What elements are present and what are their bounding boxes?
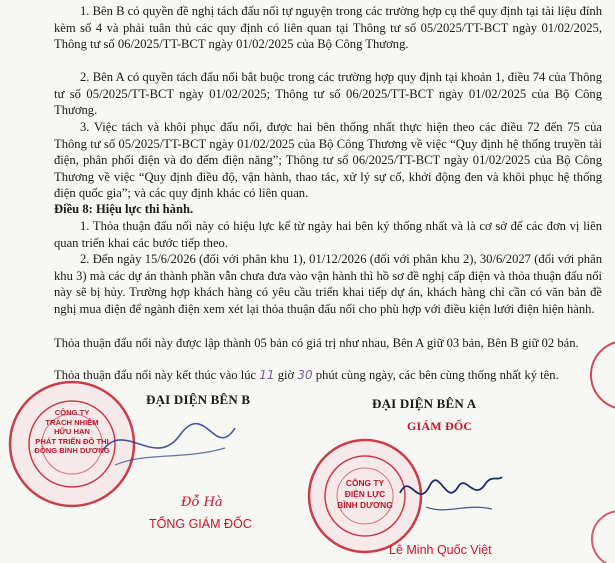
stamp-line: CÔNG TY: [54, 408, 90, 417]
stamp-line: BÌNH DƯƠNG: [337, 500, 393, 510]
party-b-signature-scribble: [95, 410, 245, 480]
closing-text-2: giờ: [274, 368, 298, 382]
clause-7-item-3: 3. Việc tách và khôi phục đấu nối, được hai bên thống nhất thực hiện theo các điều 72 đến 75 của Thông tư số 05/2025/TT-BCT ngày 01/02/2025 của Bộ Công Thương về việc “Quy định hệ thống truyền tải điện, phân phối điện và đo đếm điện năng”; Thông tư số 06/2025/TT-BCT ngày 01/02/2025 của Bộ Công Thương về việc “Quy định điều độ, vận hành, thao tác, xử lý sự cố, khởi động đen và khôi phục hệ thống điện quốc gia”; và các quy định khác có liên quan.: [54, 120, 602, 201]
stamp-line: ĐỒNG BÌNH DƯƠNG: [34, 446, 110, 456]
clause-8-item-1: 1. Thỏa thuận đấu nối này có hiệu lực kể từ ngày hai bên ký thống nhất và là cơ sở để các đơn vị liên quan triển khai các bước tiếp theo.: [54, 219, 602, 250]
party-b-signature: Đỗ Hà: [181, 495, 223, 510]
party-b-role: TỔNG GIÁM ĐỐC: [149, 517, 252, 531]
copies-statement: Thỏa thuận đấu nối này được lập thành 05 bản có giá trị như nhau, Bên A giữ 03 bản, Bên B giữ 02 bản.: [54, 336, 579, 350]
party-b-title: ĐẠI DIỆN BÊN B: [146, 392, 251, 407]
article-8-heading: Điều 8: Hiệu lực thi hành.: [54, 202, 194, 216]
stamp-line: ĐIỆN LỰC: [344, 489, 386, 499]
closing-hour: 11: [259, 368, 275, 382]
party-a-signer-name: Lê Minh Quốc Việt: [389, 543, 492, 557]
clause-8-item-2: 2. Đến ngày 15/6/2026 (đối với phân khu 1), 01/12/2026 (đối với phân khu 2), 30/6/2027 (đối với phân khu 3) mà các dự án thành phần vẫn chưa đưa vào vận hành thì hồ sơ đề nghị cấp điện và thỏa thuận đấu nối này sẽ bị hủy. Trường hợp khách hàng có yêu cầu triển khai tiếp dự án, khách hàng chỉ cần có văn bản đề nghị mua điện để ngành điện xem xét lại thỏa thuận đấu nối cho phù hợp với điều kiện lưới điện hiện hành.: [54, 252, 602, 316]
stamp-line: HỮU HẠN: [54, 427, 90, 437]
closing-statement: [54, 367, 614, 384]
closing-text-3: phút cùng ngày, các bên cùng thống nhất ký tên.: [312, 368, 559, 382]
closing-minute: 30: [297, 368, 313, 382]
closing-text-1: Thỏa thuận đấu nối này kết thúc vào lúc: [54, 368, 260, 382]
stamp-line: TRÁCH NHIỆM: [45, 417, 99, 427]
stamp-line: CÔNG TY: [345, 478, 385, 488]
party-a-signature-scribble: [396, 463, 506, 523]
right-edge-stamp-fragment: [585, 340, 615, 410]
clause-7-item-2: 2. Bên A có quyền tách đấu nối bắt buộc trong các trường hợp quy định tại khoản 1, điều 74 của Thông tư số 05/2025/TT-BCT ngày 01/02/2025; Thông tư số 06/2025/TT-BCT ngày 01/02/2025 của Bộ Công Thương.: [54, 70, 602, 118]
party-a-title: ĐẠI DIỆN BÊN A: [372, 396, 477, 411]
stamp-line: PHÁT TRIỂN ĐÔ THỊ: [35, 436, 109, 446]
right-edge-stamp-fragment-2: [590, 505, 615, 563]
party-a-role: GIÁM ĐỐC: [407, 419, 473, 433]
clause-7-item-1: 1. Bên B có quyền đề nghị tách đấu nối tự nguyện trong các trường hợp cụ thể quy định tại tài liệu đính kèm số 4 và phải tuân thủ các quy định có liên quan tại Thông tư số 05/2025/TT-BCT ngày 01/02/2025, Thông tư số 06/2025/TT-BCT ngày 01/02/2025 của Bộ Công Thương.: [54, 4, 602, 52]
